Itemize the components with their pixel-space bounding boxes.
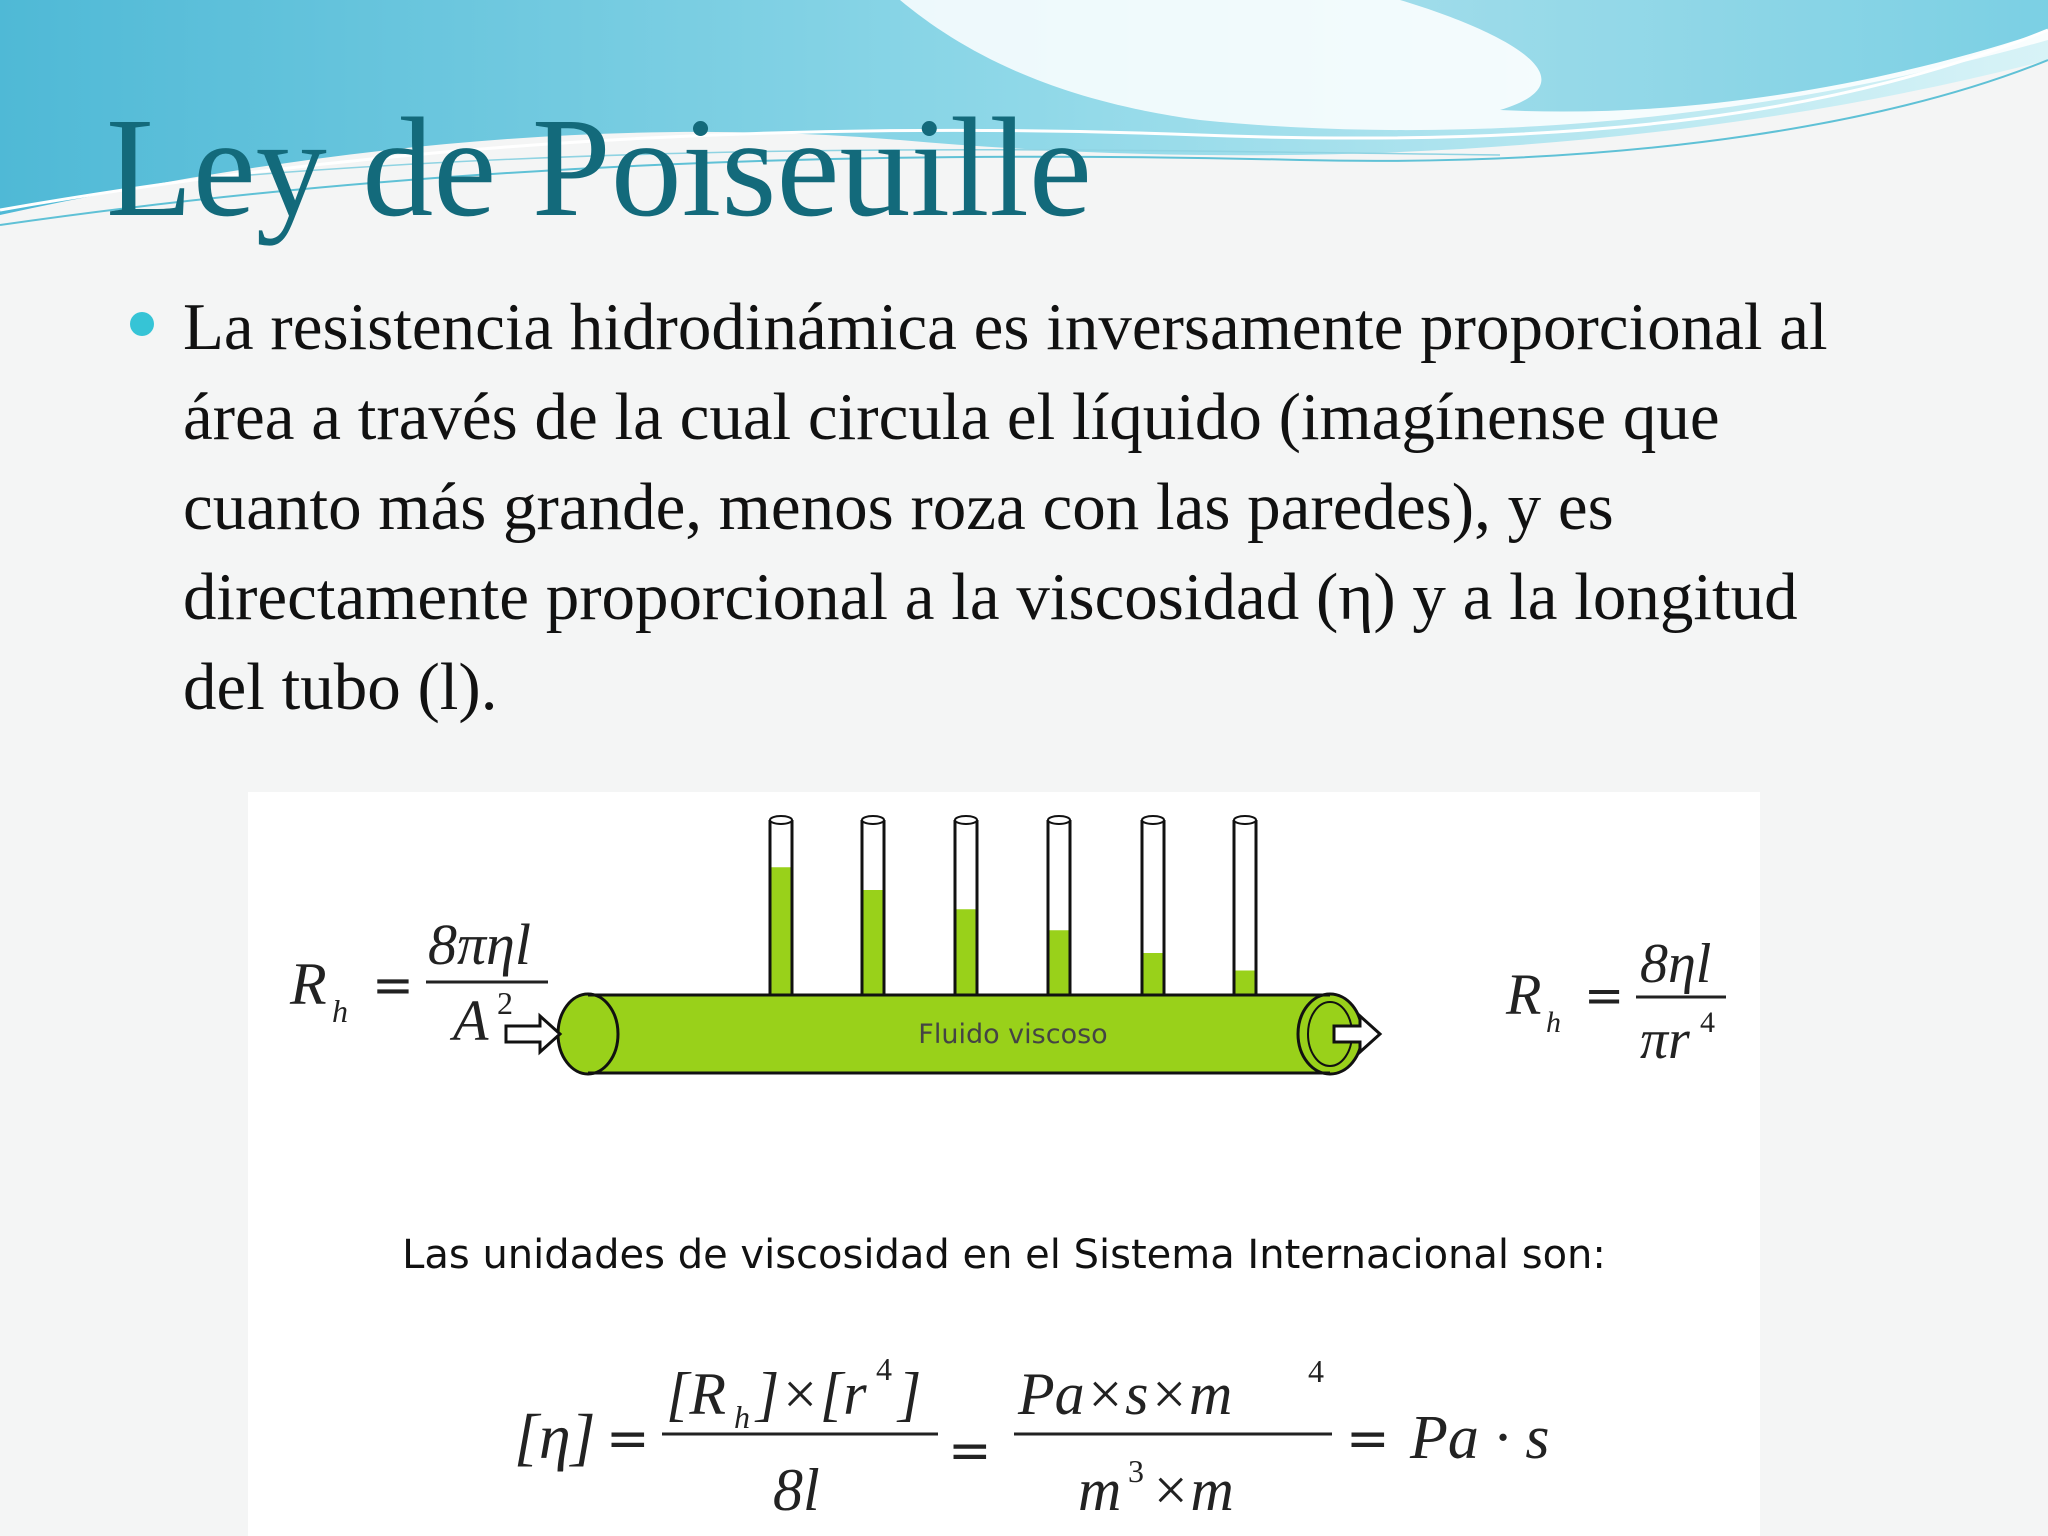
units-den2-b: ×m <box>1150 1457 1234 1523</box>
formula-right-den-exp: 4 <box>1700 1006 1715 1039</box>
formula-left-den-exp: 2 <box>497 985 513 1021</box>
tube-fluid-level <box>1048 930 1070 1001</box>
units-num2-exp: 4 <box>1308 1353 1324 1389</box>
formula-left-den: A <box>453 988 489 1053</box>
manometer-tubes <box>770 816 1256 1001</box>
tube-fluid-level <box>955 909 977 1001</box>
units-eq1: = <box>606 1409 650 1469</box>
inflow-arrow-icon <box>506 1016 560 1052</box>
formula-right-sub: h <box>1546 1006 1561 1039</box>
units-num1-sub: h <box>734 1399 750 1435</box>
units-eq3: = <box>1346 1409 1390 1469</box>
slide-title: Ley de Poiseuille <box>106 88 1092 246</box>
formula-left-sub: h <box>332 993 348 1029</box>
manometer-tube <box>862 816 884 1001</box>
formula-left-num: 8πηl <box>428 912 531 977</box>
units-num1-b: ]×[r <box>756 1361 867 1427</box>
formula-right <box>1505 933 1726 1071</box>
units-num1-exp: 4 <box>876 1351 892 1387</box>
manometer-tube <box>955 816 977 1001</box>
units-eq2: = <box>948 1421 992 1481</box>
units-den1: 8l <box>773 1457 820 1523</box>
manometer-tube <box>770 816 792 1001</box>
units-den2-a: m <box>1078 1457 1122 1523</box>
bullet-icon <box>130 312 154 336</box>
tube-fluid-level <box>862 890 884 1001</box>
poiseuille-figure <box>248 792 1760 1536</box>
formula-right-den: πr <box>1640 1009 1690 1071</box>
formula-right-lhs: R <box>1506 962 1542 1027</box>
bullet-text: La resistencia hidrodinámica es inversamente proporcional al área a través de la cual circula el líquido (imagínense que cuanto más grande, menos roza con las paredes), y es directamente proporcional a la viscosidad (η) y a la longitud del tubo (l). <box>183 290 1828 724</box>
units-formula <box>514 1351 1550 1523</box>
manometer-tube <box>1048 816 1070 1001</box>
units-den2-exp: 3 <box>1128 1453 1144 1489</box>
units-num1-a: [R <box>666 1361 726 1427</box>
formula-left-equals: = <box>372 956 414 1014</box>
manometer-tube <box>1234 816 1256 1001</box>
pipe-label: Fluido viscoso <box>918 1019 1108 1050</box>
figure-drawing <box>248 792 1760 1536</box>
manometer-tube <box>1142 816 1164 1001</box>
viscous-fluid-pipe <box>558 994 1362 1074</box>
units-lhs: [η] <box>514 1401 596 1472</box>
tube-fluid-level <box>770 867 792 1001</box>
formula-right-equals: = <box>1584 968 1625 1024</box>
units-result: Pa · s <box>1410 1404 1550 1472</box>
formula-left-lhs: R <box>290 951 327 1017</box>
formula-right-num: 8ηl <box>1640 933 1712 995</box>
units-num1-c: ] <box>898 1361 922 1427</box>
units-num2: Pa×s×m <box>1018 1361 1233 1427</box>
units-caption: Las unidades de viscosidad en el Sistema Internacional son: <box>402 1232 1606 1278</box>
